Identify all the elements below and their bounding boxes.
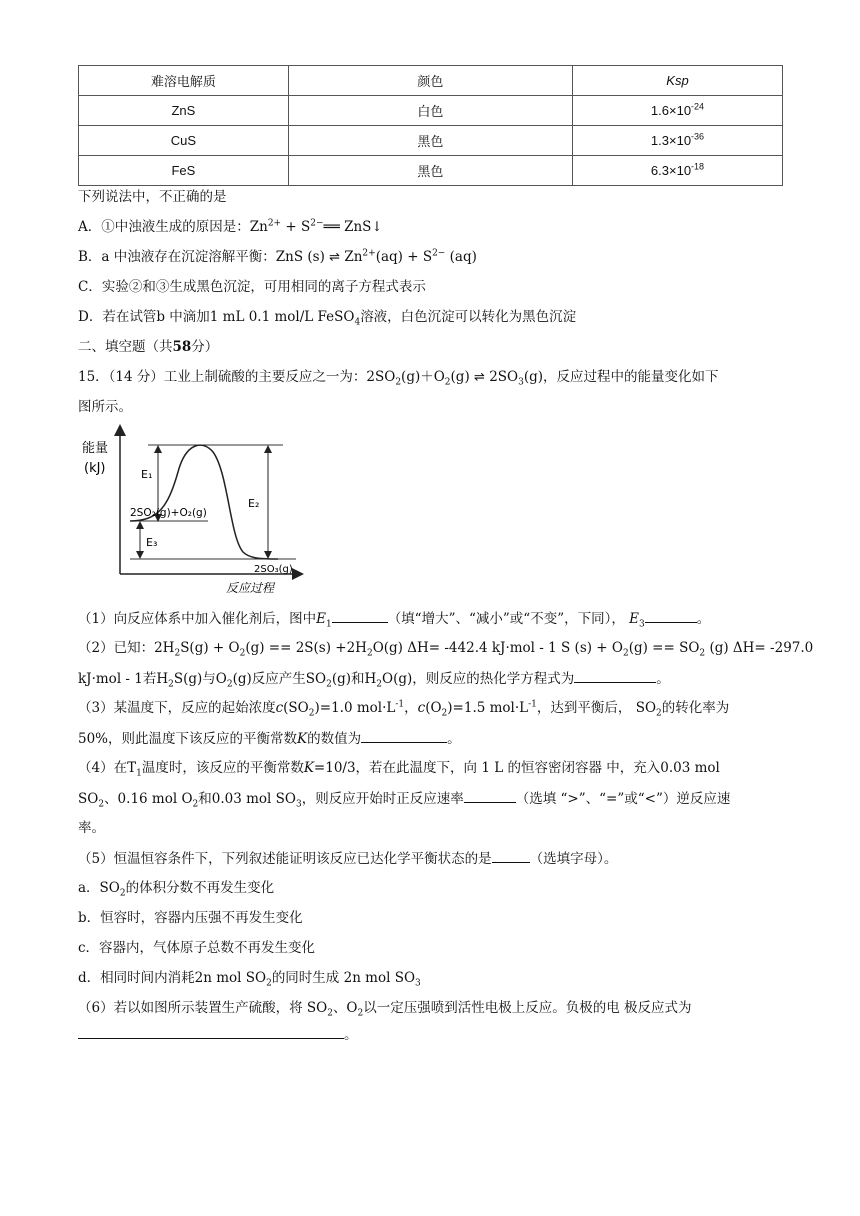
products-label: 2SO₃(g) (254, 564, 293, 575)
answer-blank[interactable] (361, 728, 447, 743)
table-header-row (79, 66, 783, 96)
table-row (79, 126, 783, 156)
q15-option-b: b．恒容时，容器内压强不再发生变化 (78, 910, 303, 926)
e3-label: E₃ (146, 536, 158, 549)
cell-color: 黑色 (288, 156, 572, 186)
section-heading: 二、填空题（共58分） (78, 339, 219, 355)
q15-part1: （1）向反应体系中加入催化剂后，图中$E_1$ （填“增大”、“减小”或“不变”，下同）， $E_3$ 。 (78, 608, 710, 629)
q14-option-a: A．①中浊液生成的原因是：$Zn^{2+}$ + $S^{2-}══$ ZnS↓ (78, 218, 383, 235)
q15-part3-line2: 50%，则此温度下该反应的平衡常数K的数值为 。 (78, 728, 461, 749)
q15-intro-line2: 图所示。 (78, 399, 132, 415)
answer-blank[interactable] (78, 1024, 344, 1039)
e1-label: E₁ (141, 468, 153, 481)
q14-option-b: B．a 中浊液存在沉淀溶解平衡：ZnS (s) ⇌ $Zn^{2+}(aq) + S^{2-}$ (aq) (78, 248, 477, 265)
reactants-label: 2SO₂(g)+O₂(g) (130, 507, 207, 519)
energy-unit-label: (kJ) (84, 461, 106, 476)
answer-blank[interactable] (574, 668, 656, 683)
cell-ksp: $6.3\times 10^{-18}$ (573, 156, 783, 186)
e2-label: E₂ (248, 497, 260, 510)
q14-option-d: D．若在试管b 中滴加1 mL 0.1 mol/L FeSO$_4$溶液，白色沉淀可以转化为黑色沉淀 (78, 309, 577, 328)
cell-substance: FeS (79, 156, 289, 186)
q15-part2-line1: （2）已知：$2H_2S(g) + O_2(g) == 2S(s) +2H_2O(g)$ ΔH= -442.4 kJ·mol - 1 S $(s) + O_2(g) == SO_2$ (g) ΔH= -297.0 (78, 640, 814, 659)
q15-part6-line1: （6）若以如图所示装置生产硫酸，将 $SO_2$、$O_2$以一定压强喷到活性电极上反应。负极的电 极反应式为 (78, 1000, 692, 1019)
q15-option-d: d．相同时间内消耗2n mol $SO_2$的同时生成 2n mol $SO_3$ (78, 970, 421, 989)
cell-substance: CuS (79, 126, 289, 156)
q15-part5: （5）恒温恒容条件下，下列叙述能证明该反应已达化学平衡状态的是 （选填字母）。 (78, 848, 617, 869)
answer-blank[interactable] (492, 848, 530, 863)
q15-part4-line3: 率。 (78, 820, 105, 836)
header-ksp: Ksp (573, 66, 783, 96)
cell-ksp: $1.3\times 10^{-36}$ (573, 126, 783, 156)
q14-stem: 下列说法中，不正确的是 (78, 189, 227, 205)
cell-ksp: $1.6\times 10^{-24}$ (573, 96, 783, 126)
q15-intro-line1: 15．（14 分）工业上制硫酸的主要反应之一为：$2SO_2(g)+O_2(g)$ ⇌ $2SO_3(g)$，反应过程中的能量变化如下 (78, 369, 719, 388)
table-row (79, 156, 783, 186)
q15-part6-line2: 。 (78, 1024, 358, 1045)
energy-diagram (78, 422, 308, 600)
header-substance: 难溶电解质 (79, 66, 289, 96)
cell-color: 白色 (288, 96, 572, 126)
q15-part4-line1: （4）在$T_1$温度时，该反应的平衡常数K=10/3，若在此温度下，向 1 L 的恒容密闭容器 中，充入0.03 mol (78, 760, 720, 779)
cell-color: 黑色 (288, 126, 572, 156)
q15-option-a: a．$SO_2$的体积分数不再发生变化 (78, 880, 275, 899)
q15-part2-line2: kJ·mol - 1若$H_2S(g)$与$O_2(g)$反应产生$SO_2(g)$和$H_2O(g)$，则反应的热化学方程式为 。 (78, 668, 670, 689)
q15-part4-line2: $SO_2$、0.16 mol $O_2$和0.03 mol $SO_3$，则反应开始时正反应速率 （选填 “>”、“=”或“<”）逆反应速 (78, 788, 730, 809)
table-row (79, 96, 783, 126)
answer-blank[interactable] (464, 788, 516, 803)
energy-axis-label: 能量 (82, 441, 109, 456)
q15-option-c: c．容器内，气体原子总数不再发生变化 (78, 940, 316, 956)
answer-blank[interactable] (645, 608, 697, 623)
x-axis-label: 反应过程 (226, 581, 275, 595)
q15-part3-line1: （3）某温度下，反应的起始浓度$c(SO_2)=1.0$ $mol\cdot L^{-1}$，$c(O_2)=1.5$ $mol\cdot L^{-1}$，达到平衡后， $SO_2$的转化率为 (78, 699, 730, 719)
header-color: 颜色 (288, 66, 572, 96)
answer-blank[interactable] (332, 608, 388, 623)
cell-substance: ZnS (79, 96, 289, 126)
q14-option-c: C．实验②和③生成黑色沉淀，可用相同的离子方程式表示 (78, 279, 426, 295)
ksp-table (78, 65, 783, 186)
equilibrium-arrow-icon: ⇌ (474, 370, 485, 385)
equilibrium-arrow-icon: ⇌ (329, 250, 341, 265)
